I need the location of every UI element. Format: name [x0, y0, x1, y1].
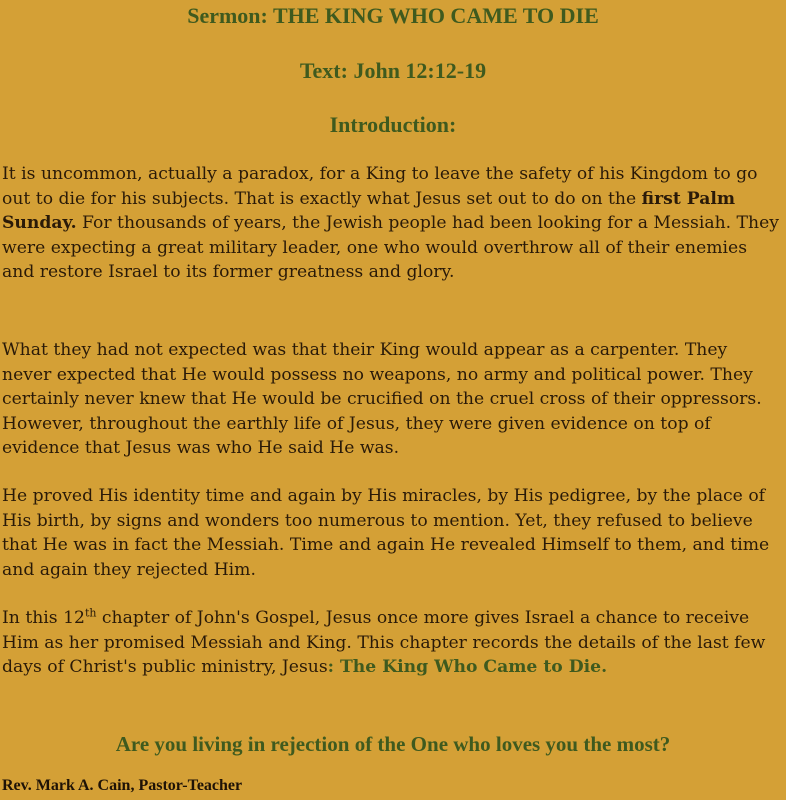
pastor-signature: Rev. Mark A. Cain, Pastor-Teacher: [2, 777, 243, 794]
paragraph-1: [2, 162, 782, 285]
introduction-heading: Introduction:: [329, 112, 457, 137]
paragraph-1-text-b: For thousands of years, the Jewish people had been looking for a Messiah. They were expecting a great military leader, one who would overthrow all of their enemies and restore Israel to its former greatness and glory.: [2, 213, 779, 282]
paragraph-4-text-b: chapter of John's Gospel, Jesus once more gives Israel a chance to receive Him as her promised Messiah and King. This chapter records the details of the last few days of Christ's public ministry, Jesus: [2, 608, 766, 677]
paragraph-4-text-a: In this 12: [2, 608, 85, 628]
paragraph-4-emphasis: : The King Who Came to Die.: [327, 657, 608, 677]
paragraph-4: [2, 606, 782, 680]
paragraph-2: What they had not expected was that their King would appear as a carpenter. They never expected that He would possess no weapons, no army and political power. They certainly never knew that He would be crucified on the cruel cross of their oppressors. However, throughout the earthly life of Jesus, they were given evidence on top of evidence that Jesus was who He said He was.: [2, 340, 762, 458]
ordinal-suffix: th: [84, 606, 97, 620]
paragraph-3: He proved His identity time and again by His miracles, by His pedigree, by the place of His birth, by signs and wonders too numerous to mention. Yet, they refused to believe that He was in fact the Messiah. Time and again He revealed Himself to them, and time and again they rejected Him.: [2, 486, 770, 580]
scripture-reference: Text: John 12:12-19: [299, 58, 487, 83]
sermon-title: Sermon: THE KING WHO CAME TO DIE: [187, 3, 599, 28]
paragraph-1-emphasis: first Palm Sunday.: [2, 188, 736, 233]
closing-question: Are you living in rejection of the One who loves you the most?: [115, 732, 671, 756]
paragraph-1-text-a: It is uncommon, actually a paradox, for a King to leave the safety of his Kingdom to go out to die for his subjects. That is exactly what Jesus set out to do on the: [2, 164, 758, 209]
